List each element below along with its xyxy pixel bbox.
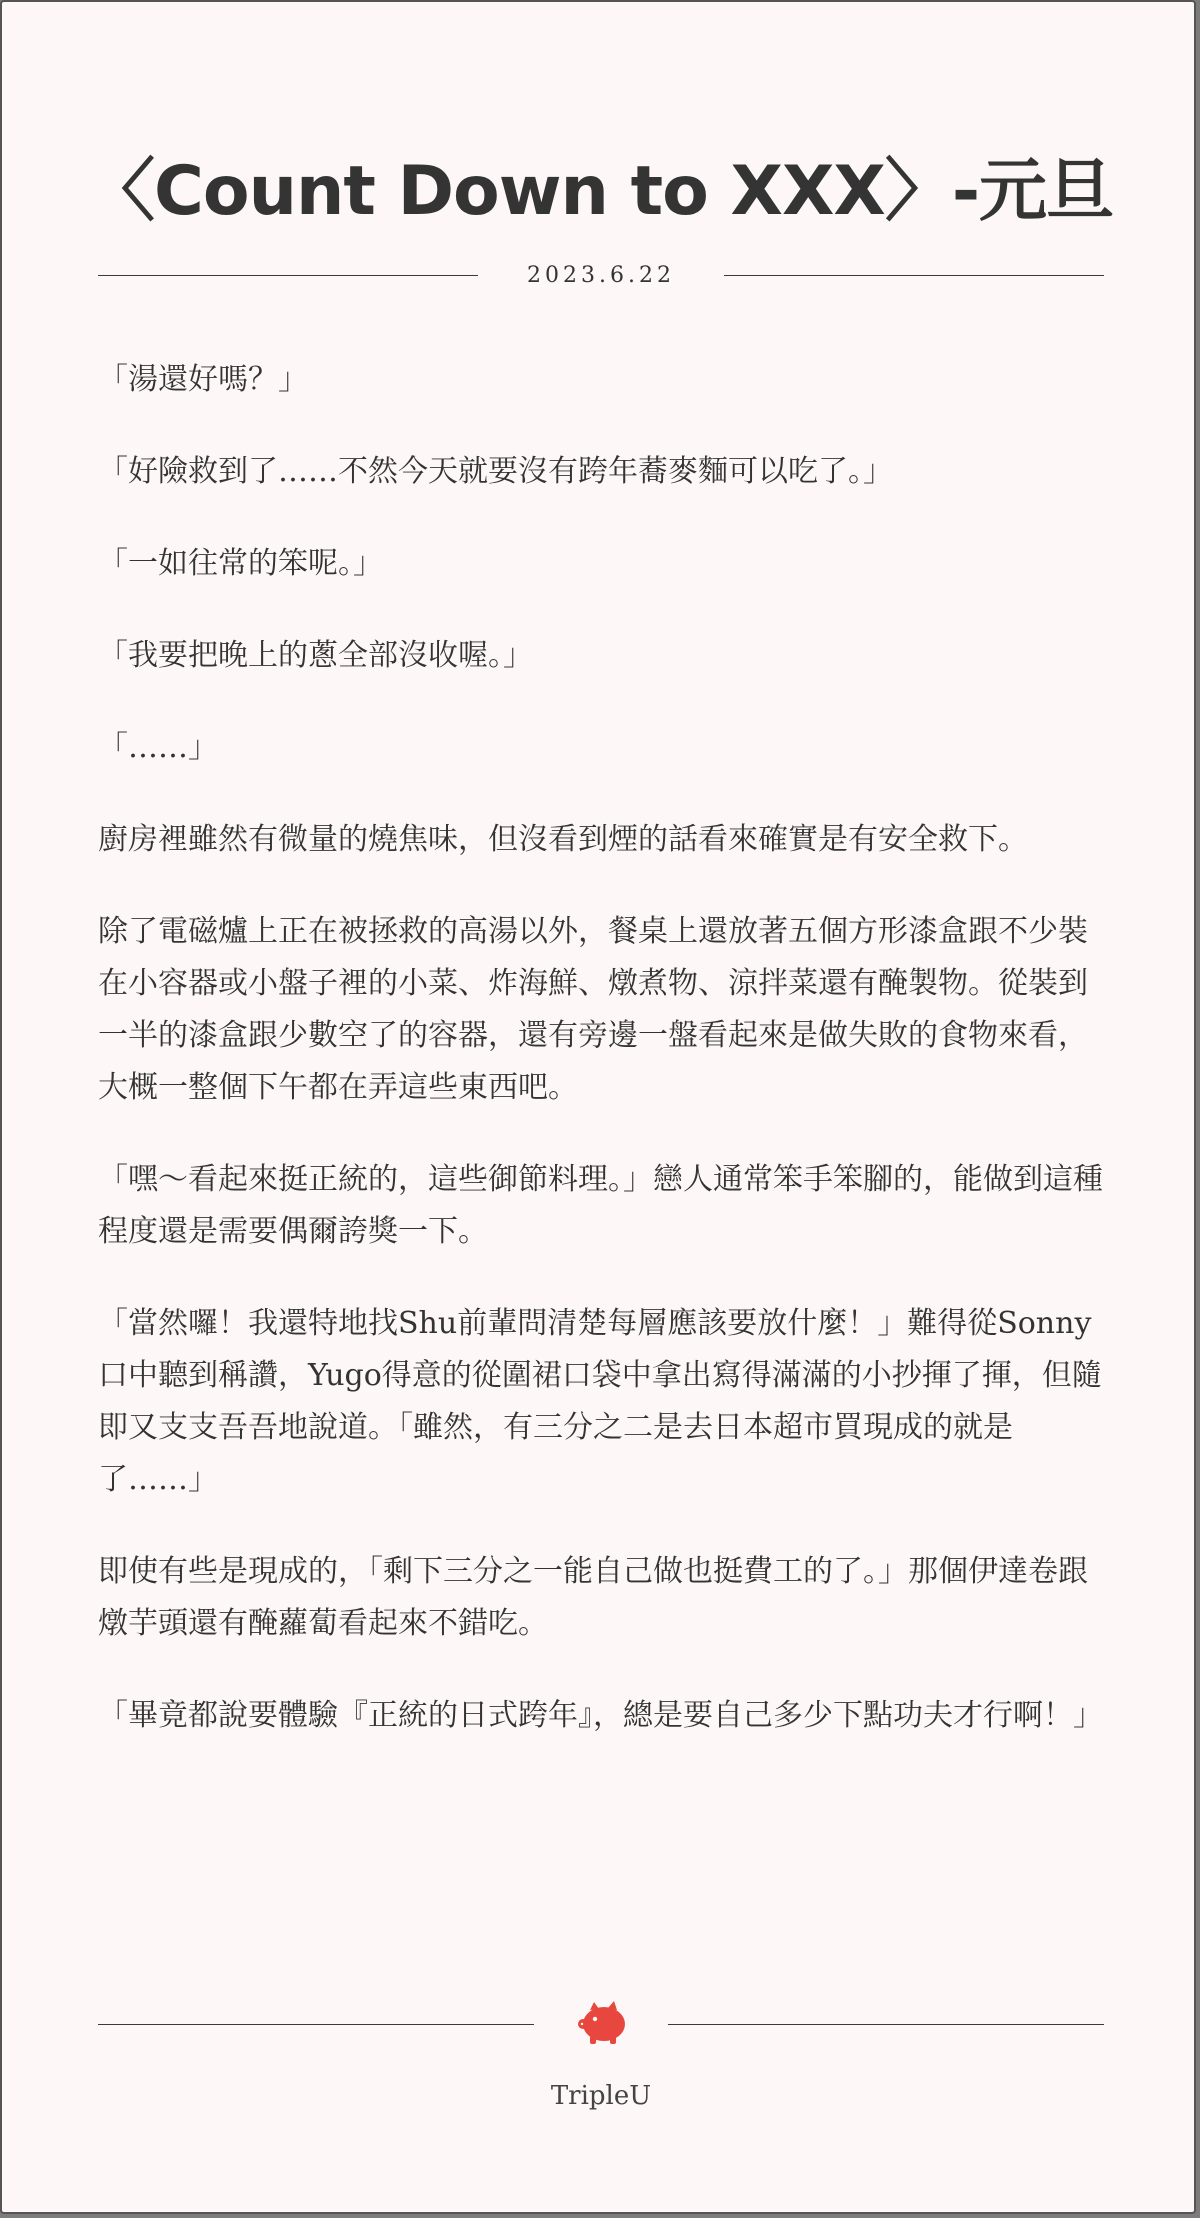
paragraph: 「一如往常的笨呢。」 [98,546,383,581]
author-name: TripleU [550,2081,652,2111]
paragraph: 「好險救到了……不然今天就要沒有跨年蕎麥麵可以吃了。」 [98,454,893,489]
pig-logo-icon [574,1994,630,2050]
date-divider [98,256,1104,296]
footer-line-right [668,2024,1104,2025]
footer [98,1992,1104,2132]
paragraph: 除了電磁爐上正在被拯救的高湯以外，餐桌上還放著五個方形漆盒跟不少裝在小容器或小盤子裡的小菜、炸海鮮、燉煮物、涼拌菜還有醃製物。從裝到一半的漆盒跟少數空了的容器，還有旁邊一盤看起來是做失敗的食物來看，大概一整個下午都在弄這些東西吧。 [98,914,1088,1105]
paragraph: 「畢竟都說要體驗『正統的日式跨年』，總是要自己多少下點功夫才行啊！」 [98,1698,1103,1733]
paragraph: 「……」 [98,730,218,765]
paragraph: 「湯還好嗎？」 [98,362,308,397]
page-title: 〈Count Down to XXX〉-元旦 [86,152,1114,231]
divider-line-left [98,275,478,276]
footer-line-left [98,2024,534,2025]
paragraph: 「當然囉！我還特地找Shu前輩問清楚每層應該要放什麼！」難得從Sonny口中聽到稱讚，Yugo得意的從圍裙口袋中拿出寫得滿滿的小抄揮了揮，但隨即又支支吾吾地說道。「雖然，有三分之二是去日本超市買現成的就是了……」 [98,1306,1102,1497]
paragraph: 「嘿～看起來挺正統的，這些御節料理。」戀人通常笨手笨腳的，能做到這種程度還是需要偶爾誇獎一下。 [98,1162,1103,1249]
paragraph: 即使有些是現成的，「剩下三分之一能自己做也挺費工的了。」那個伊達卷跟燉芋頭還有醃蘿蔔看起來不錯吃。 [98,1554,1088,1641]
paragraph: 廚房裡雖然有微量的燒焦味，但沒看到煙的話看來確實是有安全救下。 [98,822,1028,857]
post-date: 2023.6.22 [527,263,675,288]
divider-line-right [724,275,1104,276]
article-body [98,354,1108,1782]
paragraph: 「我要把晚上的蔥全部沒收喔。」 [98,638,533,673]
